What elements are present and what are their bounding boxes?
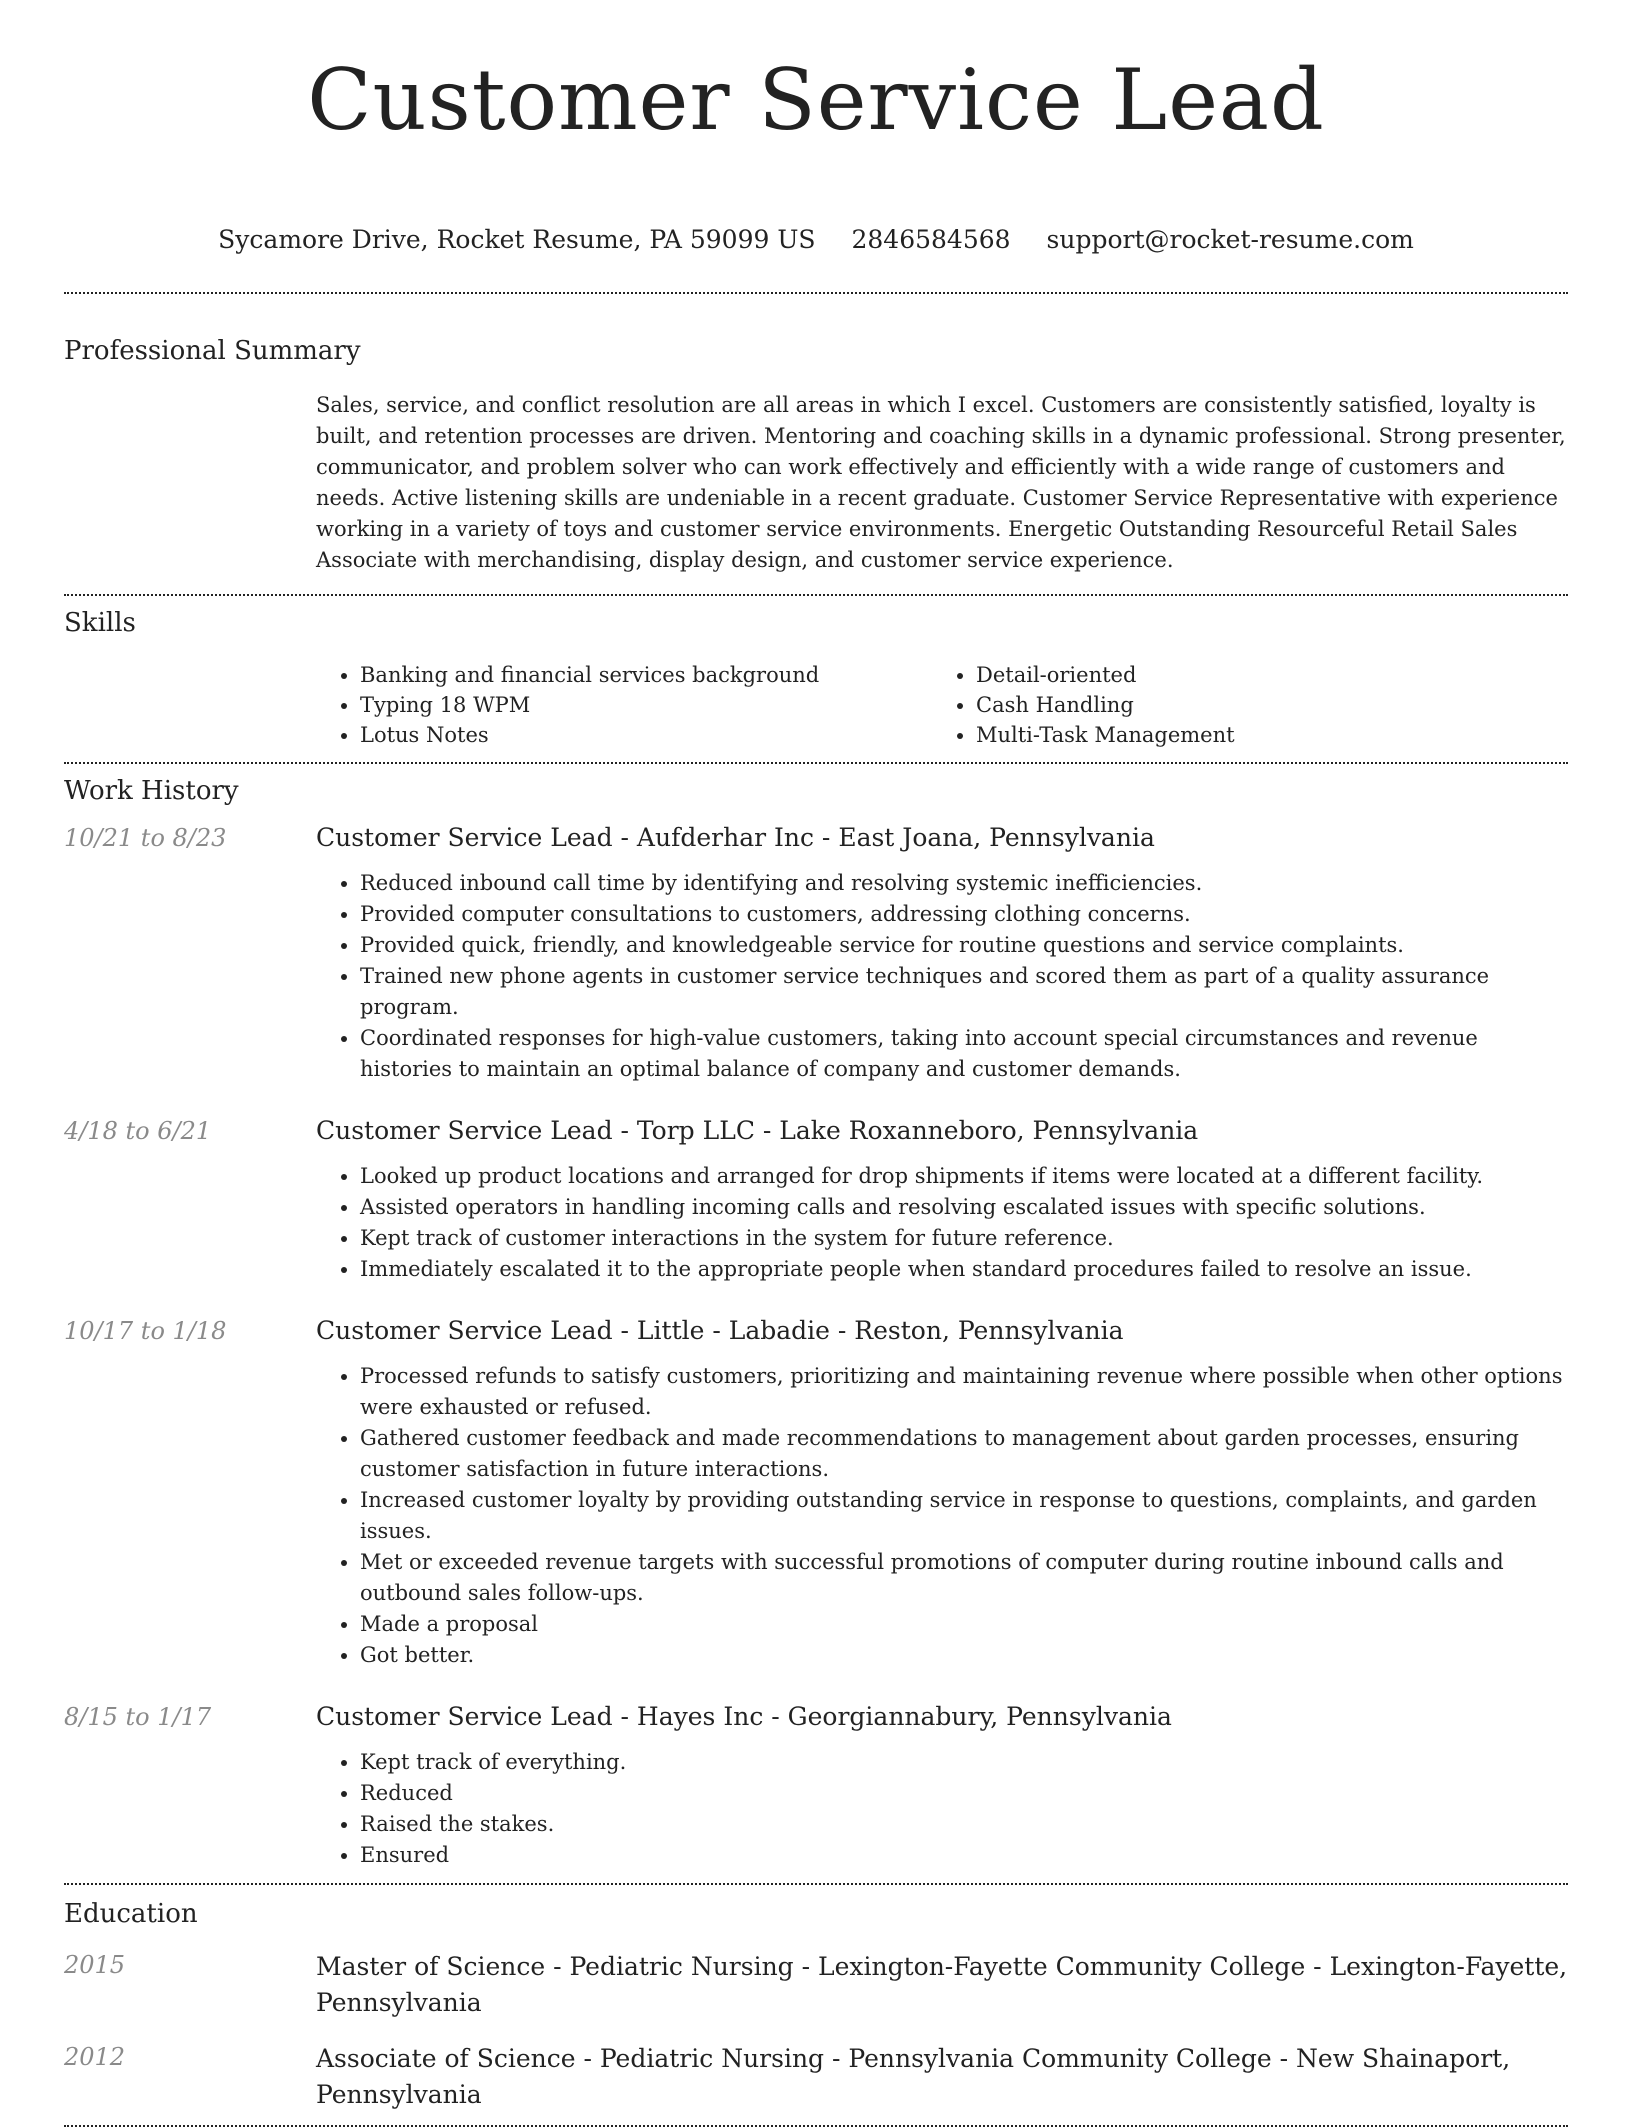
summary-text: Sales, service, and conflict resolution are all areas in which I excel. Customers are consistently satisfied, loyalty is built, and retention processes are driven. Mentoring and coaching skills in a dynamic professional. Strong presenter, communicator, and problem solver who can work effectively and efficiently with a wide range of customers and needs. Active listening skills are undeniable in a recent graduate. Customer Service Representative with experience working in a variety of toys and customer service environments. Energetic Outstanding Resourceful Retail Sales Associate with merchandising, display design, and customer service experience.: [316, 393, 1566, 572]
job-bullet: • Increased customer loyalty by providing outstanding service in response to questions, complaints, and garden issues.: [360, 1485, 1568, 1547]
candidate-name: Customer Service Lead: [307, 51, 1325, 149]
summary-heading: Professional Summary: [64, 336, 361, 366]
job-bullet: • Kept track of customer interactions in the system for future reference.: [360, 1223, 1568, 1254]
skill-item: • Typing 18 WPM: [360, 690, 932, 720]
work-history-heading: Work History: [64, 776, 239, 806]
job-details: [316, 822, 1568, 1085]
job-bullet: • Made a proposal: [360, 1609, 1568, 1640]
education-heading: Education: [64, 1899, 198, 1929]
job-bullet: • Reduced inbound call time by identifying and resolving systemic inefficiencies.: [360, 868, 1568, 899]
job-bullet: • Assisted operators in handling incoming calls and resolving escalated issues with specific solutions.: [360, 1192, 1568, 1223]
job-bullet: • Trained new phone agents in customer service techniques and scored them as part of a quality assurance program.: [360, 961, 1568, 1023]
skill-item: • Multi-Task Management: [976, 720, 1548, 750]
job-details: [316, 1115, 1568, 1285]
job-bullet: • Provided computer consultations to customers, addressing clothing concerns.: [360, 899, 1568, 930]
section-divider: [64, 594, 1568, 596]
education-year: 2015: [64, 1951, 126, 1979]
job-bullet: • Met or exceeded revenue targets with successful promotions of computer during routine inbound calls and outbound sales follow-ups.: [360, 1547, 1568, 1609]
job-dates: 8/15 to 1/17: [64, 1703, 212, 1731]
skills-list: [316, 660, 1568, 750]
education-year: 2012: [64, 2043, 126, 2071]
job-entry: [64, 1701, 1568, 1871]
job-title: Customer Service Lead - Little - Labadie - Reston, Pennsylvania: [316, 1316, 1124, 1345]
job-bullet: • Reduced: [360, 1778, 1568, 1809]
skill-item: • Cash Handling: [976, 690, 1548, 720]
job-dates: 4/18 to 6/21: [64, 1117, 212, 1145]
education-entry: [64, 1949, 1568, 2021]
work-history-list: [64, 822, 1568, 1871]
section-divider: [64, 292, 1568, 294]
skill-item: • Banking and financial services background: [360, 660, 932, 690]
job-title: Customer Service Lead - Hayes Inc - Georgiannabury, Pennsylvania: [316, 1702, 1172, 1731]
job-bullet: • Immediately escalated it to the appropriate people when standard procedures failed to resolve an issue.: [360, 1254, 1568, 1285]
job-entry: [64, 1315, 1568, 1671]
education-degree: Associate of Science - Pediatric Nursing - Pennsylvania Community College - New Shainaport, Pennsylvania: [316, 2044, 1511, 2109]
job-bullet: • Got better.: [360, 1640, 1568, 1671]
contact-phone: 2846584568: [851, 225, 1011, 254]
job-bullet: • Provided quick, friendly, and knowledgeable service for routine questions and service complaints.: [360, 930, 1568, 961]
skill-item: • Lotus Notes: [360, 720, 932, 750]
skills-column-left: [316, 660, 932, 750]
job-bullet: • Looked up product locations and arranged for drop shipments if items were located at a different facility.: [360, 1161, 1568, 1192]
job-bullet: • Ensured: [360, 1840, 1568, 1871]
section-divider: [64, 762, 1568, 764]
section-divider: [64, 1883, 1568, 1885]
job-bullet: • Gathered customer feedback and made recommendations to management about garden processes, ensuring customer satisfaction in future interactions.: [360, 1423, 1568, 1485]
education-entry: [64, 2041, 1568, 2113]
contact-address: Sycamore Drive, Rocket Resume, PA 59099 US: [218, 225, 816, 254]
job-bullet: • Kept track of everything.: [360, 1747, 1568, 1778]
skills-heading: Skills: [64, 608, 136, 638]
job-dates: 10/21 to 8/23: [64, 824, 227, 852]
job-bullet-list: [316, 1161, 1568, 1285]
job-dates: 10/17 to 1/18: [64, 1317, 227, 1345]
job-bullet: • Raised the stakes.: [360, 1809, 1568, 1840]
job-details: [316, 1701, 1568, 1871]
job-bullet-list: [316, 1361, 1568, 1671]
skill-item: • Detail-oriented: [976, 660, 1548, 690]
job-details: [316, 1315, 1568, 1671]
job-entry: [64, 1115, 1568, 1285]
job-bullet: • Coordinated responses for high-value customers, taking into account special circumstances and revenue histories to maintain an optimal balance of company and customer demands.: [360, 1023, 1568, 1085]
job-bullet-list: [316, 868, 1568, 1085]
job-entry: [64, 822, 1568, 1085]
contact-line: [64, 224, 1568, 256]
skills-column-right: [932, 660, 1548, 750]
job-title: Customer Service Lead - Aufderhar Inc - East Joana, Pennsylvania: [316, 823, 1155, 852]
contact-email: support@rocket-resume.com: [1046, 225, 1414, 254]
education-degree: Master of Science - Pediatric Nursing - Lexington-Fayette Community College - Lexington-Fayette, Pennsylvania: [316, 1952, 1568, 2017]
education-list: [64, 1949, 1568, 2113]
job-bullet: • Processed refunds to satisfy customers, prioritizing and maintaining revenue where possible when other options were exhausted or refused.: [360, 1361, 1568, 1423]
job-bullet-list: [316, 1747, 1568, 1871]
job-title: Customer Service Lead - Torp LLC - Lake Roxanneboro, Pennsylvania: [316, 1116, 1199, 1145]
